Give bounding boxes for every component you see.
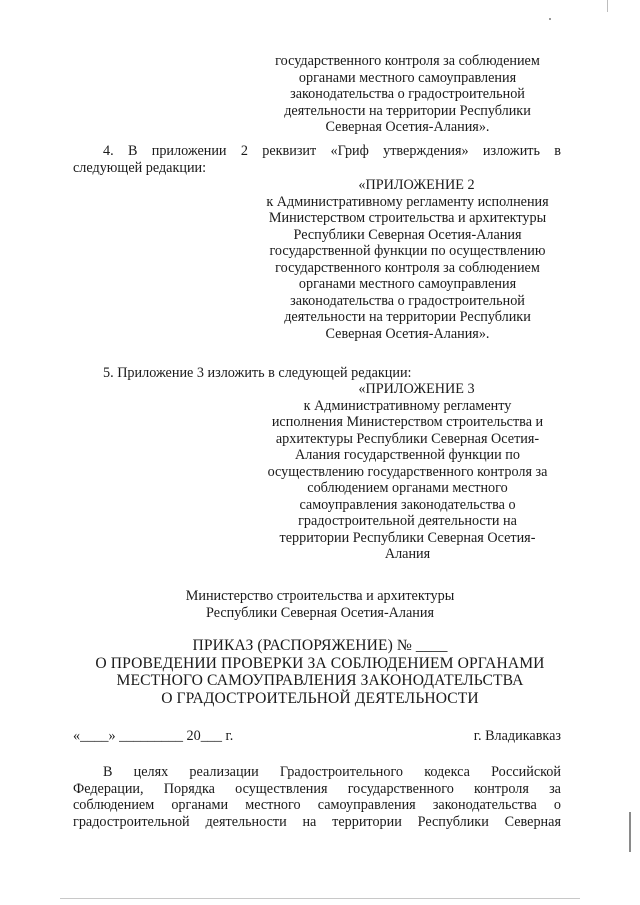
word: реквизит (262, 143, 317, 159)
word: Северная (504, 813, 561, 830)
text-line: деятельности на территории Республики (284, 309, 531, 325)
appendix-2-stamp (255, 177, 560, 342)
word: осуществления (235, 780, 328, 797)
word: контроля (474, 780, 529, 797)
word: утверждения» (383, 143, 469, 159)
justified-line (73, 143, 561, 160)
ministry-name (120, 588, 520, 621)
text-line: О ПРОВЕДЕНИИ ПРОВЕРКИ ЗА СОБЛЮДЕНИЕМ ОРГАНАМИ (95, 654, 545, 672)
text-line: исполнения Министерством строительства и (271, 414, 544, 430)
word: территории (332, 813, 402, 830)
word: на (302, 813, 317, 830)
word: В (127, 143, 138, 159)
text-line: следующей редакции: (73, 159, 207, 176)
text-line: самоуправления законодательства о (299, 496, 516, 513)
word: В (103, 764, 113, 780)
word: градостроительной (73, 813, 190, 830)
text-line: законодательства о градостроительной (290, 292, 525, 309)
text-line: Республики Северная Осетия-Алания (293, 226, 522, 243)
word: Порядка (163, 780, 215, 797)
word: деятельности (205, 813, 287, 830)
text-line: к Административному регламенту (303, 397, 512, 414)
text-line: территории Республики Северная Осетия- (279, 529, 536, 546)
text-line: государственной функции по осуществлению (269, 243, 546, 259)
word: самоуправления (317, 797, 416, 813)
text-line: Министерством строительства и архитектуры (268, 210, 547, 226)
word: Федерации, (73, 780, 144, 797)
appendix-2-heading: «ПРИЛОЖЕНИЕ 2 (358, 177, 475, 193)
justified-line (73, 797, 561, 814)
word: в (554, 143, 561, 159)
text-line: МЕСТНОГО САМОУПРАВЛЕНИЯ ЗАКОНОДАТЕЛЬСТВА (116, 672, 524, 689)
text-line: органами местного самоуправления (298, 276, 517, 292)
word: государственного (347, 780, 454, 797)
text-line: Северная Осетия-Алания». (325, 325, 490, 342)
item-4-paragraph (73, 143, 561, 176)
text-line: Министерство строительства и архитектуры (185, 588, 455, 604)
word: Российской (491, 764, 561, 780)
word: целях (133, 764, 169, 780)
text-line: Алания (384, 546, 431, 562)
word: 4. (103, 143, 114, 159)
word: местного (245, 797, 301, 813)
text-line: О ГРАДОСТРОИТЕЛЬНОЙ ДЕЯТЕЛЬНОСТИ (161, 689, 479, 707)
word: 2 (240, 143, 248, 159)
scan-mark (60, 898, 580, 899)
text-line: Алания государственной функции по (295, 447, 520, 463)
text-line: 5. Приложение 3 изложить в следующей редакции: (103, 365, 412, 381)
text-line: Республики Северная Осетия-Алания (205, 604, 434, 621)
text-line: градостроительной деятельности на (298, 513, 517, 529)
scan-mark (629, 812, 631, 852)
body-paragraph (73, 764, 561, 830)
word: Республики (417, 813, 489, 830)
appendix-3-heading: «ПРИЛОЖЕНИЕ 3 (358, 381, 475, 397)
text-line: Северная Осетия-Алания». (325, 119, 490, 135)
date-placeholder: «____» _________ 20___ г. (73, 728, 234, 744)
text-line: государственного контроля за соблюдением (275, 259, 540, 276)
word: изложить (482, 143, 540, 159)
word: о (553, 797, 561, 813)
scan-mark (607, 0, 608, 12)
previous-appendix-tail (255, 53, 560, 136)
word: «Гриф (330, 143, 369, 159)
word: за (549, 780, 561, 797)
date-city-line (73, 728, 561, 745)
text-line: органами местного самоуправления (298, 69, 517, 86)
appendix-3-stamp (255, 381, 560, 563)
justified-line (73, 781, 561, 798)
word: приложении (151, 143, 227, 159)
justified-line (73, 764, 561, 781)
word: Градостроительного (279, 764, 404, 780)
justified-line (73, 814, 561, 831)
word: соблюдением (73, 797, 155, 813)
text-line: деятельности на территории Республики (284, 102, 531, 119)
word: реализации (189, 764, 259, 780)
word: законодательства (432, 797, 537, 813)
city-name: г. Владикавказ (473, 728, 561, 744)
text-line: государственного контроля за соблюдением (275, 53, 540, 69)
text-line: законодательства о градостроительной (290, 86, 525, 102)
word: органами (171, 797, 229, 813)
order-number-line: ПРИКАЗ (РАСПОРЯЖЕНИЕ) № ____ (192, 637, 448, 654)
word: кодекса (424, 764, 470, 780)
scan-mark (549, 18, 551, 20)
text-line: осуществлению государственного контроля за (267, 463, 548, 480)
order-title (70, 637, 570, 707)
item-5-paragraph (103, 365, 412, 382)
text-line: к Административному регламенту исполнения (266, 193, 549, 210)
text-line: архитектуры Республики Северная Осетия- (275, 430, 540, 447)
text-line: соблюдением органами местного (307, 480, 508, 496)
